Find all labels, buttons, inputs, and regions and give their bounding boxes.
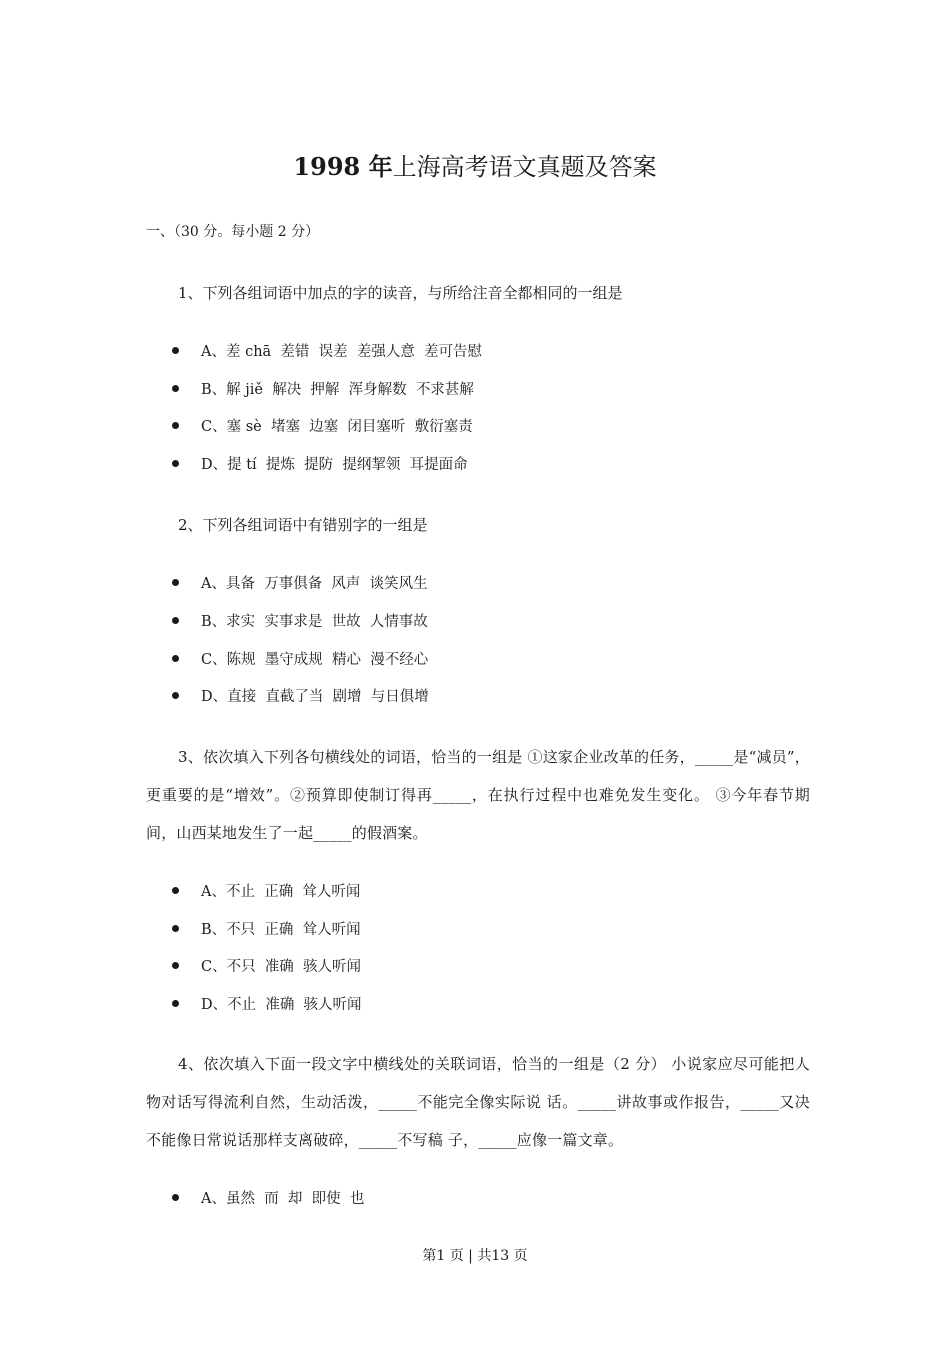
option-text: A、不止 正确 耸人听闻 bbox=[201, 884, 361, 900]
question-1-option-d bbox=[172, 453, 468, 477]
bullet-icon bbox=[172, 1000, 179, 1007]
question-1-stem: 1、下列各组词语中加点的字的读音，与所给注音全都相同的一组是 bbox=[178, 284, 623, 302]
question-3-option-b bbox=[172, 918, 361, 942]
option-text: A、虽然 而 却 即使 也 bbox=[201, 1191, 365, 1207]
question-2-option-b bbox=[172, 610, 428, 634]
bullet-icon bbox=[172, 925, 179, 932]
bullet-icon bbox=[172, 887, 179, 894]
bullet-icon bbox=[172, 617, 179, 624]
option-text: B、不只 正确 耸人听闻 bbox=[201, 922, 361, 938]
page-footer: 第1 页 | 共13 页 bbox=[422, 1248, 528, 1264]
option-text: C、陈规 墨守成规 精心 漫不经心 bbox=[201, 652, 429, 668]
option-text: B、解 jiě 解决 押解 浑身解数 不求甚解 bbox=[201, 382, 474, 398]
question-2-option-c bbox=[172, 648, 428, 672]
option-text: C、不只 准确 骇人听闻 bbox=[201, 959, 362, 975]
option-text: D、不止 准确 骇人听闻 bbox=[201, 997, 362, 1013]
bullet-icon bbox=[172, 962, 179, 969]
question-1-option-a bbox=[172, 340, 482, 364]
question-2-option-d bbox=[172, 685, 429, 709]
title-year: 1998 年 bbox=[293, 152, 393, 181]
document-title bbox=[0, 150, 950, 184]
question-4-stem: 4、依次填入下面一段文字中横线处的关联词语，恰当的一组是（2 分） 小说家应尽可能把人物对话写得流利自然，生动活泼，_____不能完全像实际说 话。_____讲故事或作报告，_____又决不能像日常说话那样支离破碎，_____不写稿 子，_____应像一篇文章。 bbox=[146, 1055, 810, 1149]
question-3-option-c bbox=[172, 955, 361, 979]
bullet-icon bbox=[172, 579, 179, 586]
bullet-icon bbox=[172, 655, 179, 662]
bullet-icon bbox=[172, 1194, 179, 1201]
question-3-option-d bbox=[172, 993, 362, 1017]
question-1-option-b bbox=[172, 378, 474, 402]
question-2-option-a bbox=[172, 572, 428, 596]
option-text: D、提 tí 提炼 提防 提纲挈领 耳提面命 bbox=[201, 457, 468, 473]
question-1-option-c bbox=[172, 415, 473, 439]
question-2-stem: 2、下列各组词语中有错别字的一组是 bbox=[178, 516, 428, 534]
bullet-icon bbox=[172, 692, 179, 699]
question-3-stem: 3、依次填入下列各句横线处的词语，恰当的一组是 ①这家企业改革的任务，_____是“减员”，更重要的是“增效”。②预算即使制订得再_____，在执行过程中也难免发生变化。 ③今年春节期间，山西某地发生了一起_____的假酒案。 bbox=[146, 748, 810, 842]
question-4-option-a bbox=[172, 1187, 364, 1211]
section-heading: 一、（30 分。每小题 2 分） bbox=[146, 224, 320, 240]
bullet-icon bbox=[172, 422, 179, 429]
bullet-icon bbox=[172, 385, 179, 392]
bullet-icon bbox=[172, 347, 179, 354]
option-text: B、求实 实事求是 世故 人情事故 bbox=[201, 614, 428, 630]
question-3-option-a bbox=[172, 880, 360, 904]
option-text: C、塞 sè 堵塞 边塞 闭目塞听 敷衍塞责 bbox=[201, 419, 473, 435]
option-text: D、直接 直截了当 剧增 与日俱增 bbox=[201, 689, 429, 705]
option-text: A、差 chā 差错 误差 差强人意 差可告慰 bbox=[201, 344, 483, 360]
option-text: A、具备 万事俱备 风声 谈笑风生 bbox=[201, 576, 428, 592]
bullet-icon bbox=[172, 460, 179, 467]
title-text: 上海高考语文真题及答案 bbox=[392, 153, 657, 181]
